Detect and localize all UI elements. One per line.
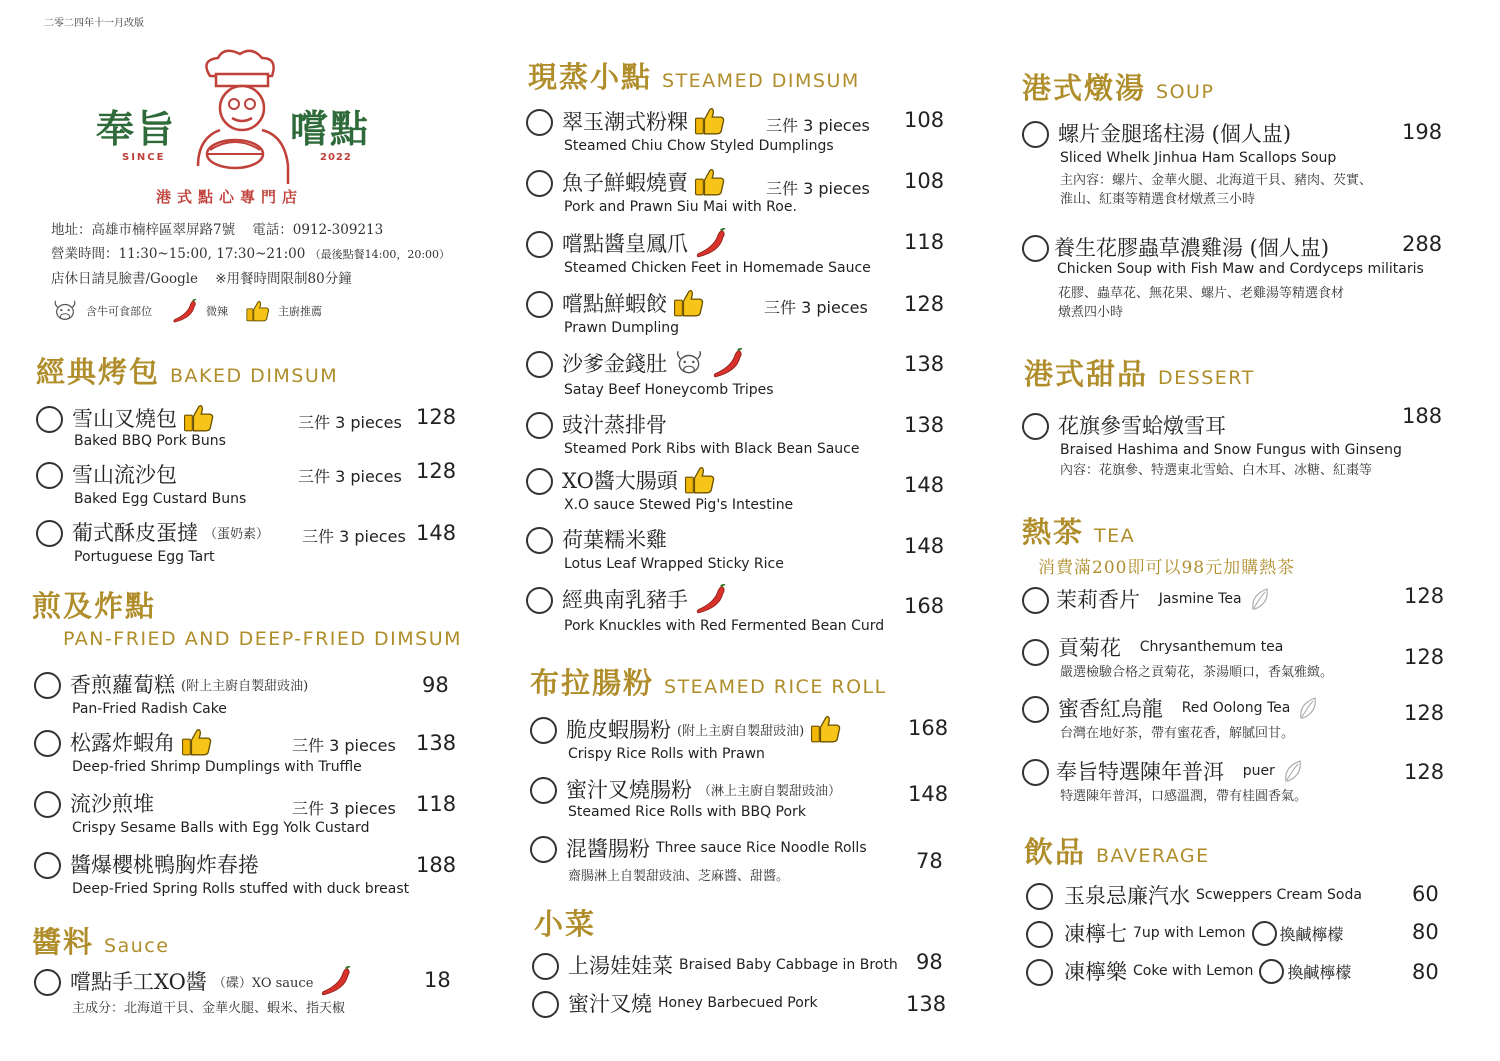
thumbs-up-icon [684,465,716,495]
menu-item[interactable] [1026,880,1456,916]
section-title-zh: 現蒸小點 [528,60,653,94]
item-price: 60 [1412,882,1439,906]
section-title-en: DESSERT [1158,367,1255,389]
menu-item[interactable] [1022,584,1452,624]
item-name: 奉旨特選陳年普洱 [1056,760,1224,784]
menu-item[interactable] [526,167,946,219]
item-name: 養生花膠蟲草濃雞湯 (個人盅) [1054,236,1330,260]
item-price: 128 [904,292,945,316]
item-name: 經典南乳豬手 [562,588,688,612]
item-name-en: Braised Baby Cabbage in Broth [679,957,898,973]
last-order: （最後點餐14:00，20:00） [309,248,451,261]
menu-item[interactable] [530,774,950,826]
section-title-zh: 飲品 [1024,835,1087,869]
store-info [51,218,450,291]
tea-promo-note: 消費滿200即可以98元加購熱茶 [1038,558,1296,578]
item-price: 148 [908,782,949,806]
item-price: 288 [1402,232,1443,256]
beef-icon [673,348,705,378]
item-description: 燉煮四小時 [1058,305,1124,320]
item-name: 葡式酥皮蛋撻 [72,521,198,545]
menu-item[interactable] [526,524,946,576]
order-checkbox[interactable] [1022,121,1049,148]
order-checkbox[interactable] [1026,883,1053,910]
edition-date: 二零二四年十一月改版 [44,18,144,29]
item-name-en: Crispy Rice Rolls with Prawn [568,746,765,762]
item-price: 118 [904,230,945,254]
order-checkbox[interactable] [34,730,61,757]
menu-item[interactable] [34,849,464,899]
item-name-en: Satay Beef Honeycomb Tripes [564,382,774,398]
item-name-en: Baked Egg Custard Buns [74,491,247,507]
chili-icon [170,299,198,323]
item-name: 蜜香紅烏龍 [1058,697,1163,721]
restaurant-logo [92,46,392,214]
order-checkbox[interactable] [36,520,63,547]
option-checkbox[interactable] [1259,959,1284,984]
option-label: 換鹹檸檬 [1287,962,1352,982]
item-description: 齋腸淋上自製甜豉油、芝麻醬、甜醬。 [568,869,790,884]
menu-item[interactable] [34,966,464,1022]
chili-icon [694,584,726,614]
item-description: 主成分：北海道干貝、金華火腿、蝦米、指天椒 [72,1001,346,1016]
item-quantity: 三件 3 pieces [766,179,870,198]
item-name-en: Red Oolong Tea [1181,700,1291,716]
order-checkbox[interactable] [34,852,61,879]
item-name-en: puer [1242,763,1275,779]
legend-beef: 含牛可食部位 [86,305,152,318]
item-quantity: 三件 3 pieces [298,467,402,486]
menu-item[interactable] [526,228,946,280]
item-name-en: Prawn Dumpling [564,320,680,336]
item-name-en: Pan-Fried Radish Cake [72,701,227,717]
item-name-en: Lotus Leaf Wrapped Sticky Rice [564,556,784,572]
menu-item[interactable] [36,403,466,453]
order-checkbox[interactable] [532,991,559,1018]
item-description: 淮山、紅棗等精選食材燉煮三小時 [1060,192,1256,207]
item-name-en: Pork and Prawn Siu Mai with Roe. [564,199,797,215]
item-name-en: Portuguese Egg Tart [74,549,215,565]
section-soup [1022,66,1214,107]
chili-icon [319,966,351,996]
item-name: 螺片金腿瑤柱湯 (個人盅) [1058,122,1292,146]
order-checkbox[interactable] [530,717,557,744]
order-checkbox[interactable] [526,231,553,258]
order-checkbox[interactable] [526,291,553,318]
item-name: 雪山流沙包 [72,463,177,487]
item-name-en: Deep-Fried Spring Rolls stuffed with duck breast [72,881,410,897]
section-side [534,902,596,943]
item-price: 80 [1412,920,1439,944]
item-name-en: Pork Knuckles with Red Fermented Bean Curd [564,618,885,634]
order-checkbox[interactable] [1022,413,1049,440]
item-name: 流沙煎堆 [70,792,154,816]
menu-item[interactable] [1026,956,1456,992]
item-name-en: Steamed Pork Ribs with Black Bean Sauce [564,441,860,457]
menu-item[interactable] [526,288,946,340]
item-name: 凍檸七 [1064,922,1127,946]
section-title-en: BAKED DIMSUM [170,365,339,387]
order-checkbox[interactable] [1022,696,1049,723]
item-name: 蜜汁叉燒 [568,992,652,1016]
item-name: 翠玉潮式粉粿 [562,110,688,134]
menu-item[interactable] [1026,918,1456,954]
order-checkbox[interactable] [1022,639,1049,666]
menu-item[interactable] [526,465,946,517]
section-title-zh: 經典烤包 [36,355,161,389]
item-name: 凍檸樂 [1064,960,1127,984]
item-note: （碟）XO sauce [212,975,314,991]
logo-year: 2022 [320,152,352,163]
order-checkbox[interactable] [526,468,553,495]
menu-item[interactable] [36,459,466,509]
item-name-en: Scweppers Cream Soda [1196,887,1362,903]
item-name-en: Baked BBQ Pork Buns [74,433,226,449]
item-quantity: 三件 3 pieces [292,799,396,818]
menu-item[interactable] [530,714,950,766]
item-name-en: X.O sauce Stewed Pig's Intestine [564,497,794,513]
thumbs-up-icon [694,167,726,197]
section-title-en: SOUP [1156,81,1215,103]
section-tea [1022,510,1135,551]
section-title-en: PAN-FRIED AND DEEP-FRIED DIMSUM [63,628,463,650]
item-price: 148 [904,534,945,558]
menu-item[interactable] [1022,232,1462,328]
legend-spicy: 微辣 [206,305,228,318]
thumbs-up-icon [810,714,842,744]
item-name: 蜜汁叉燒腸粉 [566,778,692,802]
logo-since: SINCE [122,152,166,163]
item-quantity: 三件 3 pieces [766,116,870,135]
section-title-en: BAVERAGE [1096,845,1210,867]
menu-item[interactable] [34,788,464,838]
item-quantity: 三件 3 pieces [298,413,402,432]
item-name-en: Steamed Rice Rolls with BBQ Pork [568,804,806,820]
item-price: 18 [424,968,451,992]
item-price: 108 [904,108,945,132]
time-limit: ※用餐時間限制80分鐘 [215,271,352,287]
section-title-zh: 煎及炸點 [32,589,157,623]
beef-icon [52,298,78,324]
menu-item[interactable] [36,517,466,567]
logo-name-left: 奉旨 [96,106,177,151]
order-checkbox[interactable] [1022,235,1049,262]
item-name-en: 7up with Lemon [1133,925,1246,941]
logo-subtitle: 港式點心專門店 [156,188,304,206]
order-checkbox[interactable] [530,777,557,804]
order-checkbox[interactable] [1026,959,1053,986]
item-price: 138 [416,731,457,755]
phone: 電話：0912-309213 [252,222,384,238]
thumbs-up-icon [694,106,726,136]
chili-icon [711,348,743,378]
item-name: 玉泉忌廉汽水 [1064,884,1190,908]
menu-item[interactable] [526,348,946,400]
item-price: 80 [1412,960,1439,984]
thumbs-up-icon [673,288,705,318]
item-name-en: Braised Hashima and Snow Fungus with Ginseng [1060,442,1402,458]
item-price: 98 [422,673,449,697]
item-name-en: Coke with Lemon [1133,963,1254,979]
closed-days: 店休日請見臉書/Google [51,271,199,287]
order-checkbox[interactable] [34,969,61,996]
order-checkbox[interactable] [1022,759,1049,786]
menu-item[interactable] [34,669,464,719]
item-name: 香煎蘿蔔糕 [70,673,175,697]
section-roll [530,661,887,702]
order-checkbox[interactable] [526,527,553,554]
section-title-zh: 醬料 [32,925,95,959]
thumbs-up-icon [246,299,270,323]
item-price: 128 [1404,760,1445,784]
item-name: XO醬大腸頭 [562,469,678,493]
order-checkbox[interactable] [526,351,553,378]
thumbs-up-icon [183,403,215,433]
item-price: 128 [1404,645,1445,669]
chili-icon [694,228,726,258]
item-price: 98 [916,950,943,974]
tea-leaf-icon [1296,696,1320,720]
tea-leaf-icon [1281,759,1305,783]
tea-leaf-icon [1248,587,1272,611]
logo-name-right: 嚐點 [290,106,371,151]
item-description: 台灣在地好茶，帶有蜜花香，解膩回甘。 [1060,726,1295,741]
menu-item[interactable] [526,106,946,158]
section-fried [32,584,156,625]
item-name: 脆皮蝦腸粉 [566,718,671,742]
item-price: 128 [1404,584,1445,608]
item-name: 花旗參雪蛤燉雪耳 [1058,414,1226,438]
item-name-en: Chrysanthemum tea [1139,639,1284,655]
order-checkbox[interactable] [526,412,553,439]
item-description: 花膠、蟲草花、無花果、螺片、老雞湯等精選食材 [1058,286,1345,301]
order-checkbox[interactable] [532,953,559,980]
item-name: 混醬腸粉 [566,837,650,861]
menu-item[interactable] [526,409,946,461]
menu-item[interactable] [1022,404,1452,484]
item-name: 沙爹金錢肚 [562,352,667,376]
order-checkbox[interactable] [36,462,63,489]
order-checkbox[interactable] [34,672,61,699]
section-baked [36,350,338,391]
menu-item[interactable] [1022,118,1452,214]
business-hours: 營業時間：11:30~15:00, 17:30~21:00 [51,246,306,262]
item-name-en: Three sauce Rice Noodle Rolls [656,840,867,856]
item-quantity: 三件 3 pieces [764,298,868,317]
section-title-en: Sauce [104,935,170,957]
menu-item[interactable] [34,727,464,777]
item-name: 茉莉香片 [1056,588,1140,612]
item-price: 188 [416,853,457,877]
order-checkbox[interactable] [530,836,557,863]
item-note: (附上主廚自製甜豉油) [181,678,309,694]
section-dessert [1024,352,1255,393]
item-price: 138 [904,413,945,437]
section-drink [1024,830,1210,871]
item-price: 78 [916,849,943,873]
order-checkbox[interactable] [526,587,553,614]
order-checkbox[interactable] [526,170,553,197]
item-price: 148 [904,473,945,497]
item-name: 松露炸蝦角 [70,731,175,755]
section-title-zh: 小菜 [534,907,597,941]
menu-item[interactable] [532,988,952,1024]
item-description: 內容：花旗參、特選東北雪蛤、白木耳、冰糖、紅棗等 [1060,463,1373,478]
item-quantity: 三件 3 pieces [302,527,406,546]
item-note: (附上主廚自製甜豉油) [677,723,805,739]
option-label: 換鹹檸檬 [1279,924,1344,944]
item-note: （淋上主廚自製甜豉油） [698,783,842,799]
item-name-en: Honey Barbecued Pork [658,995,818,1011]
item-name-en: Jasmine Tea [1158,591,1242,607]
salted-lemon-option[interactable] [1252,921,1344,946]
item-price: 168 [904,594,945,618]
address: 地址：高雄市楠梓區翠屏路7號 [51,222,236,238]
item-name: 上湯娃娃菜 [568,954,673,978]
item-price: 118 [416,792,457,816]
item-name-en: Steamed Chiu Chow Styled Dumplings [564,138,834,154]
item-price: 128 [416,459,457,483]
item-note: （蛋奶素） [204,526,270,542]
section-title-en: STEAMED RICE ROLL [664,676,887,698]
item-price: 128 [416,405,457,429]
order-checkbox[interactable] [34,791,61,818]
item-name-en: Sliced Whelk Jinhua Ham Scallops Soup [1060,150,1337,166]
item-price: 138 [904,352,945,376]
menu-item[interactable] [530,833,950,889]
item-price: 108 [904,169,945,193]
chef-illustration-icon [190,46,300,186]
item-name: 嚐點手工XO醬 [70,970,207,994]
item-price: 148 [416,521,457,545]
section-title-en: TEA [1094,525,1136,547]
thumbs-up-icon [181,727,213,757]
order-checkbox[interactable] [526,109,553,136]
section-title-zh: 熱茶 [1022,515,1085,549]
menu-item[interactable] [532,950,952,986]
order-checkbox[interactable] [1022,587,1049,614]
menu-item[interactable] [1022,693,1452,747]
item-description: 嚴選檢驗合格之貢菊花，茶湯順口，香氣雅緻。 [1060,665,1334,680]
order-checkbox[interactable] [36,406,63,433]
item-price: 198 [1402,120,1443,144]
menu-item[interactable] [1022,632,1452,686]
section-steamed [528,55,860,96]
item-price: 188 [1402,404,1443,428]
section-title-en: STEAMED DIMSUM [662,70,860,92]
item-name: 豉汁蒸排骨 [562,413,667,437]
item-name: 醬爆櫻桃鴨胸炸春捲 [70,853,259,877]
item-name: 貢菊花 [1058,636,1121,660]
icon-legend [52,298,332,324]
item-name: 魚子鮮蝦燒賣 [562,171,688,195]
item-name-en: Deep-fried Shrimp Dumplings with Truffle [72,759,362,775]
section-sauce [32,920,169,961]
item-description: 主內容：螺片、金華火腿、北海道干貝、豬肉、芡實、 [1060,173,1373,188]
item-description: 特選陳年普洱，口感溫潤，帶有桂圓香氣。 [1060,789,1308,804]
salted-lemon-option[interactable] [1259,959,1351,984]
section-title-zh: 港式燉湯 [1022,71,1147,105]
item-price: 168 [908,716,949,740]
item-name-en: Steamed Chicken Feet in Homemade Sauce [564,260,871,276]
section-title-zh: 布拉腸粉 [530,666,655,700]
legend-chef: 主廚推薦 [278,305,322,318]
item-price: 138 [906,992,947,1016]
menu-item[interactable] [526,584,946,636]
item-name: 嚐點醬皇鳳爪 [562,232,688,256]
order-checkbox[interactable] [1026,921,1053,948]
item-name: 嚐點鮮蝦餃 [562,292,667,316]
item-name-en: Chicken Soup with Fish Maw and Cordyceps militaris [1057,261,1424,277]
item-price: 128 [1404,701,1445,725]
section-title-zh: 港式甜品 [1024,357,1149,391]
item-name: 荷葉糯米雞 [562,528,667,552]
option-checkbox[interactable] [1252,921,1277,946]
item-quantity: 三件 3 pieces [292,736,396,755]
menu-item[interactable] [1022,756,1452,810]
item-name: 雪山叉燒包 [72,407,177,431]
item-name-en: Crispy Sesame Balls with Egg Yolk Custard [72,820,370,836]
